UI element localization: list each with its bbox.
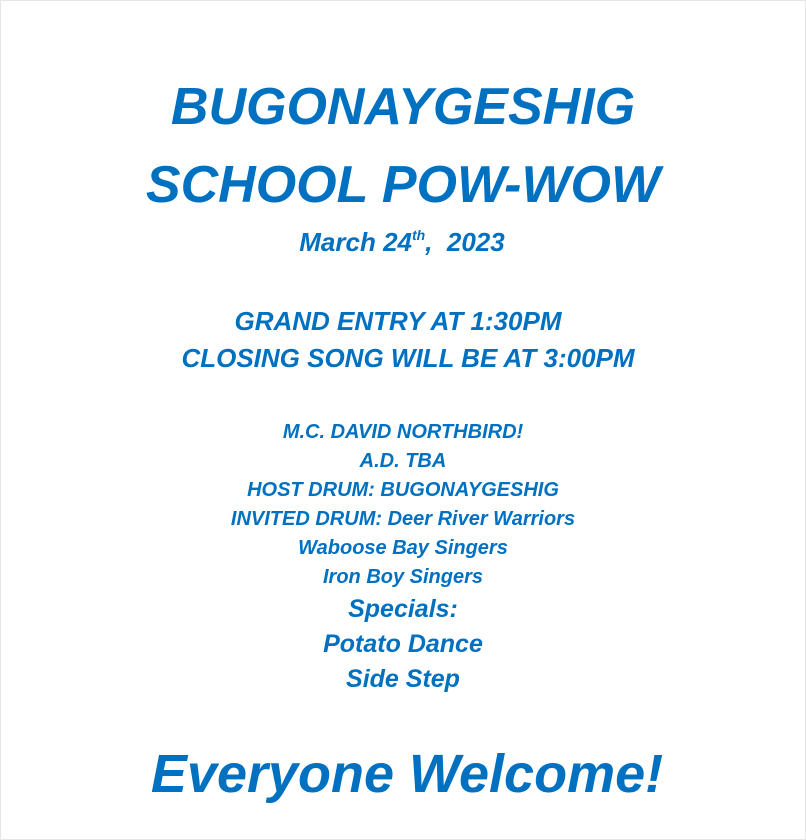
special-item-1: Potato Dance: [323, 630, 483, 658]
special-item-2: Side Step: [346, 665, 460, 693]
singers-line-1: Waboose Bay Singers: [298, 537, 508, 559]
singers-line-2: Iron Boy Singers: [322, 566, 484, 588]
invited-drum-line: INVITED DRUM: Deer River Warriors: [230, 508, 576, 530]
mc-line: M.C. DAVID NORTHBIRD!: [282, 421, 524, 443]
date-year: , 2023: [425, 227, 505, 257]
title-line-2: SCHOOL POW-WOW: [145, 156, 661, 214]
host-drum-line: HOST DRUM: BUGONAYGESHIG: [247, 479, 559, 501]
title-line-1: BUGONAYGESHIG: [170, 78, 636, 136]
closing-song-time: CLOSING SONG WILL BE AT 3:00PM: [181, 343, 635, 373]
specials-heading: Specials:: [348, 595, 458, 623]
ad-line: A.D. TBA: [359, 450, 447, 472]
grand-entry-time: GRAND ENTRY AT 1:30PM: [234, 306, 562, 336]
event-date: [0, 227, 805, 258]
date-suffix: th: [412, 227, 426, 243]
date-month-day: March 24: [299, 227, 412, 257]
welcome-message: Everyone Welcome!: [150, 744, 664, 804]
